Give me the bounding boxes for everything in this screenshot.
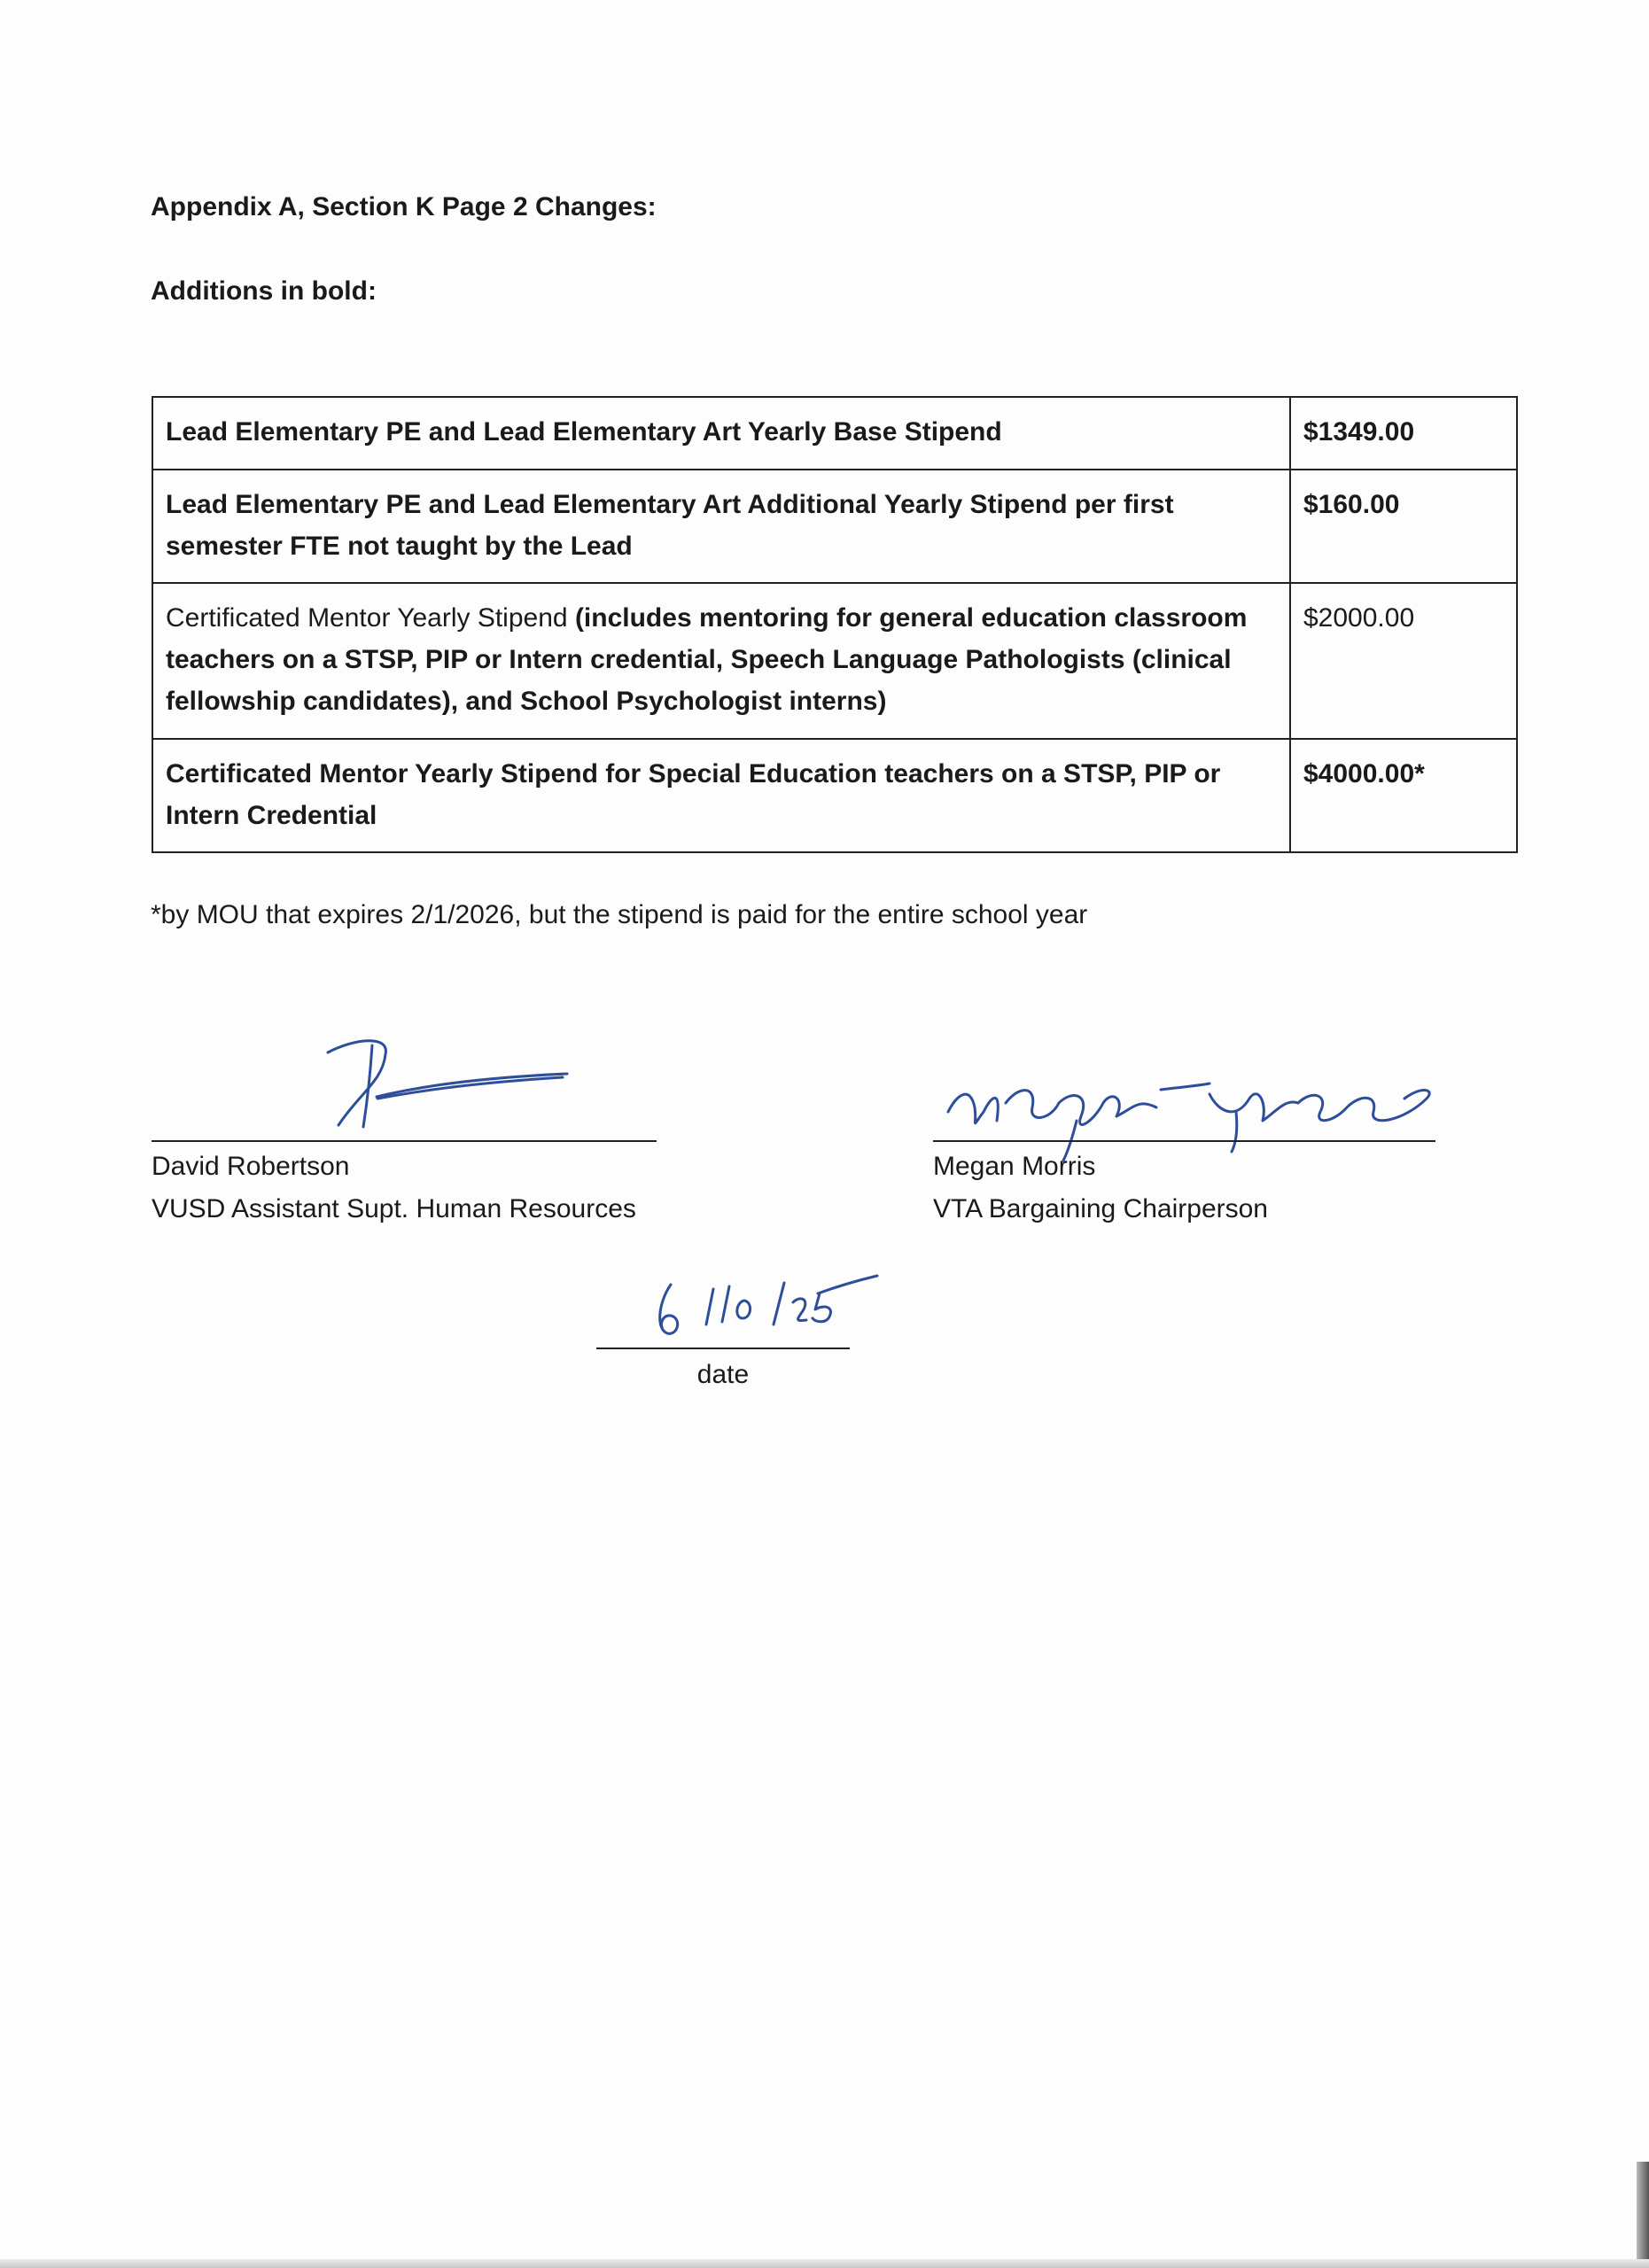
table-row [152,583,1517,739]
stipend-amount: $4000.00* [1290,739,1517,852]
additions-note: Additions in bold: [151,276,377,306]
date-line [596,1348,850,1349]
date-label: date [696,1360,750,1389]
signature-robertson [319,1028,585,1134]
signer-title-right: VTA Bargaining Chairperson [933,1194,1268,1223]
signer-name-right: Megan Morris [933,1152,1096,1181]
stipend-amount: $160.00 [1290,470,1517,583]
scan-edge [1637,2162,1649,2268]
signature-line-left [152,1140,657,1142]
stipend-table [152,396,1518,853]
signer-title-left: VUSD Assistant Supt. Human Resources [152,1194,636,1223]
handwritten-date [651,1267,891,1347]
description-bold: Certificated Mentor Yearly Stipend for Special Education teachers on a STSP, PIP or Intern Credential [166,759,1221,830]
stipend-amount: $2000.00 [1290,583,1517,739]
description-bold: (includes mentoring for general education classroom teachers on a STSP, PIP or Intern credential, Speech Language Pathologists (clinical fellowship candidates), and School Psychologist interns) [166,603,1248,716]
stipend-description [152,583,1290,739]
table-row [152,470,1517,583]
footnote: *by MOU that expires 2/1/2026, but the stipend is paid for the entire school year [151,900,1088,929]
signature-line-right [933,1140,1435,1142]
description-normal: Certificated Mentor Yearly Stipend [166,603,575,633]
table-row [152,739,1517,852]
table-row [152,397,1517,470]
signer-name-left: David Robertson [152,1152,350,1181]
stipend-description [152,470,1290,583]
stipend-description [152,397,1290,470]
description-bold: Lead Elementary PE and Lead Elementary Art Yearly Base Stipend [166,417,1002,447]
description-bold: Lead Elementary PE and Lead Elementary Art Additional Yearly Stipend per first semester FTE not taught by the Lead [166,490,1174,561]
stipend-amount: $1349.00 [1290,397,1517,470]
scan-bottom-edge [0,2259,1649,2268]
stipend-description [152,739,1290,852]
document-heading: Appendix A, Section K Page 2 Changes: [151,192,657,221]
